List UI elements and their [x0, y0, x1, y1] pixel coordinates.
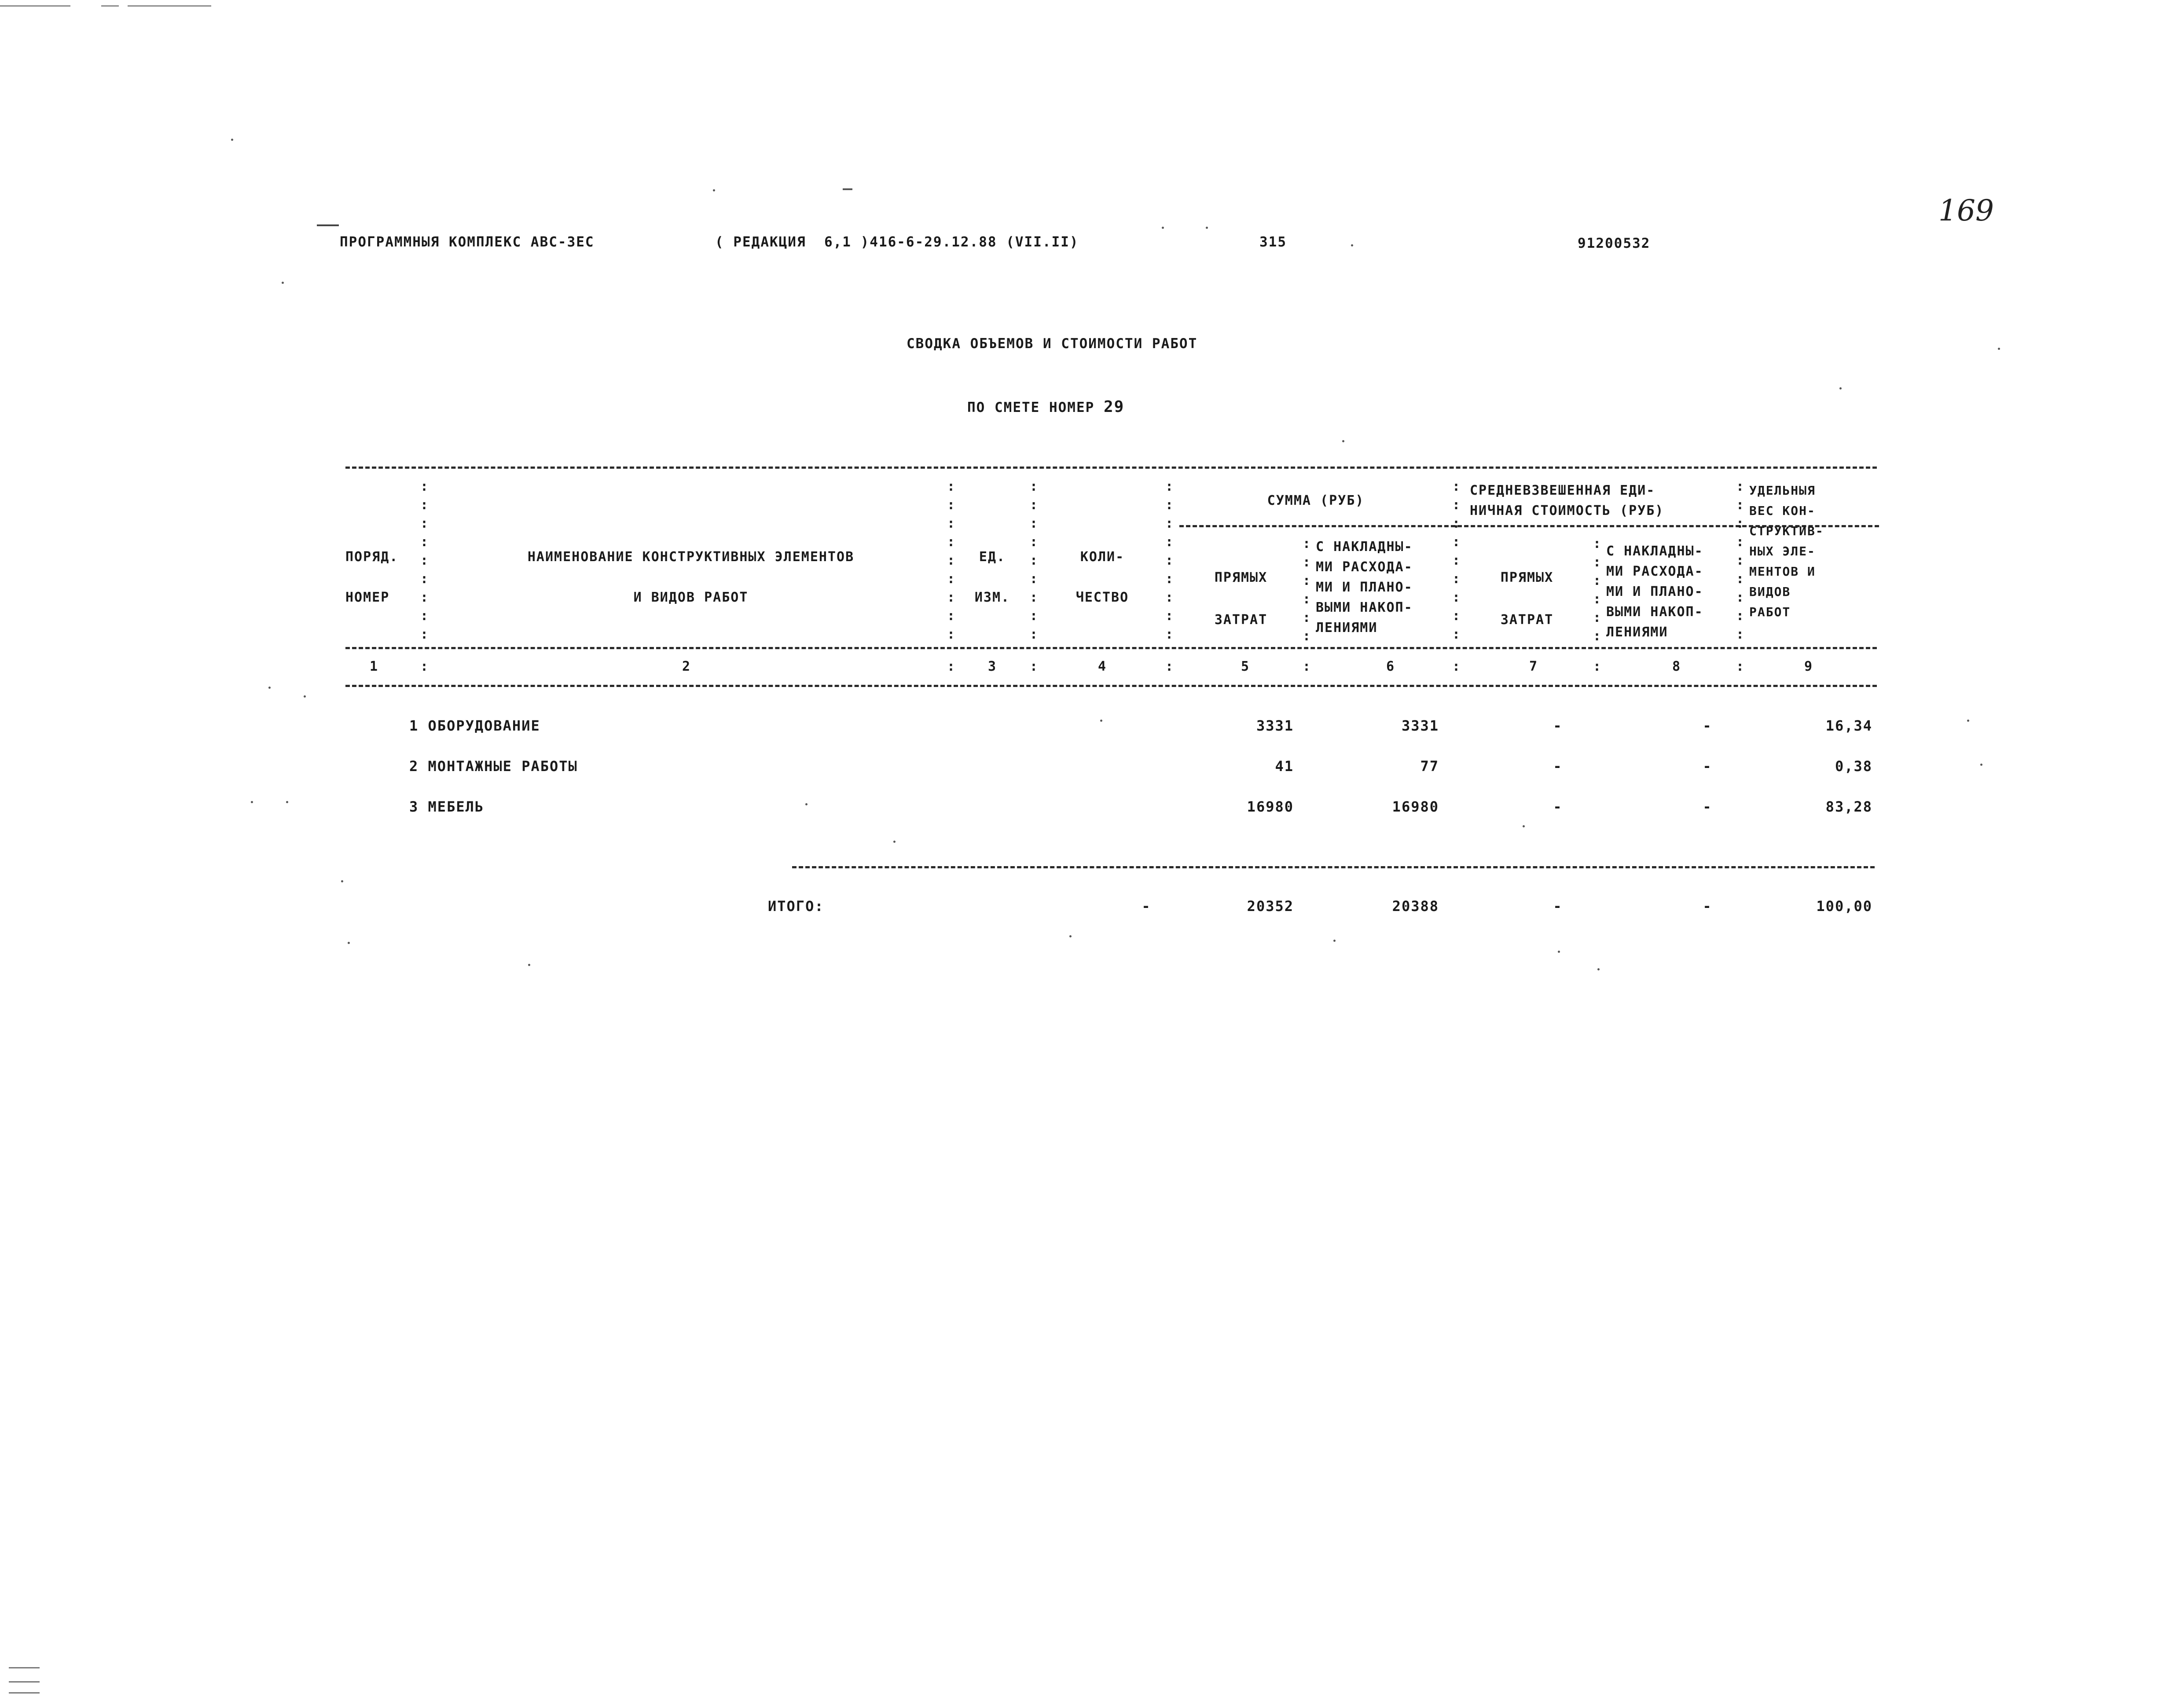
column-number-rule	[345, 685, 1877, 687]
total-with-overhead: 20388	[1392, 898, 1439, 915]
colnum-1: 1	[369, 659, 379, 674]
row-direct: 16980	[1247, 798, 1294, 815]
colnum-6: 6	[1386, 659, 1395, 674]
estimate-number: 29	[1103, 398, 1125, 416]
report-subtitle	[967, 398, 1124, 416]
edition-label: ( РЕДАКЦИЯ 6,1 )416-6-29.12.88 (VII.II)	[715, 234, 1079, 250]
row-with-overhead: 16980	[1392, 798, 1439, 815]
sheet-number: 315	[1259, 234, 1287, 250]
col8-header: С НАКЛАДНЫ- МИ РАСХОДА- МИ И ПЛАНО- ВЫМИ НАКОП- ЛЕНИЯМИ	[1606, 544, 1703, 640]
table-top-rule	[345, 467, 1877, 469]
colnum-4: 4	[1098, 659, 1107, 674]
row-avg-overhead: -	[1703, 798, 1712, 815]
total-label: ИТОГО:	[768, 898, 824, 915]
colnum-5: 5	[1241, 659, 1250, 674]
col4-header: КОЛИ- ЧЕСТВО	[1075, 549, 1129, 605]
col2-header: НАИМЕНОВАНИЕ КОНСТРУКТИВНЫХ ЭЛЕМЕНТОВ И ВИДОВ РАБОТ	[527, 549, 855, 605]
row-direct: 3331	[1256, 717, 1294, 734]
row-with-overhead: 77	[1420, 758, 1439, 775]
col9-header: УДЕЛЬНЫЯ ВЕС КОН- СТРУКТИВ- НЫХ ЭЛЕ- МЕНТОВ И ВИДОВ РАБОТ	[1749, 483, 1824, 619]
col7-header: ПРЯМЫХ ЗАТРАТ	[1500, 570, 1554, 628]
page-number: 169	[1938, 194, 1994, 228]
col1-header: ПОРЯД. НОМЕР	[345, 549, 399, 605]
sum-group-header: СУММА (РУБ)	[1267, 493, 1365, 508]
total-avg-direct: -	[1553, 898, 1563, 915]
header-bottom-rule	[345, 647, 1877, 649]
colnum-9: 9	[1804, 659, 1813, 674]
document-code: 91200532	[1578, 235, 1651, 251]
row-direct: 41	[1275, 758, 1294, 775]
col6-header: С НАКЛАДНЫ- МИ РАСХОДА- МИ И ПЛАНО- ВЫМИ НАКОП- ЛЕНИЯМИ	[1316, 539, 1413, 636]
row-name: 1 ОБОРУДОВАНИЕ	[409, 717, 540, 734]
row-share: 16,34	[1825, 717, 1872, 734]
program-name: ПРОГРАММНЫЯ КОМПЛЕКС АВС-ЗЕС	[340, 234, 595, 250]
total-avg-overhead: -	[1703, 898, 1712, 915]
col5-header: ПРЯМЫХ ЗАТРАТ	[1214, 570, 1268, 628]
colnum-2: 2	[682, 659, 691, 674]
colnum-8: 8	[1672, 659, 1681, 674]
row-avg-direct: -	[1553, 798, 1563, 815]
row-name: 3 МЕБЕЛЬ	[409, 798, 485, 815]
total-quantity: -	[1142, 898, 1151, 915]
row-avg-overhead: -	[1703, 758, 1712, 775]
col3-header: ЕД. ИЗМ.	[974, 549, 1010, 605]
row-with-overhead: 3331	[1401, 717, 1439, 734]
row-avg-direct: -	[1553, 717, 1563, 734]
row-share: 0,38	[1835, 758, 1872, 775]
row-name: 2 МОНТАЖНЫЕ РАБОТЫ	[409, 758, 578, 775]
row-share: 83,28	[1825, 798, 1872, 815]
row-avg-direct: -	[1553, 758, 1563, 775]
colnum-7: 7	[1529, 659, 1538, 674]
subtitle-prefix: ПО СМЕТЕ НОМЕР	[967, 400, 1095, 415]
total-rule	[792, 866, 1875, 868]
colnum-3: 3	[987, 659, 997, 674]
avg-group-header: СРЕДНЕВЗВЕШЕННАЯ ЕДИ- НИЧНАЯ СТОИМОСТЬ (РУБ)	[1470, 483, 1664, 518]
total-share: 100,00	[1816, 898, 1872, 915]
report-title: СВОДКА ОБЪЕМОВ И СТОИМОСТИ РАБОТ	[907, 336, 1198, 352]
total-direct: 20352	[1247, 898, 1294, 915]
row-avg-overhead: -	[1703, 717, 1712, 734]
